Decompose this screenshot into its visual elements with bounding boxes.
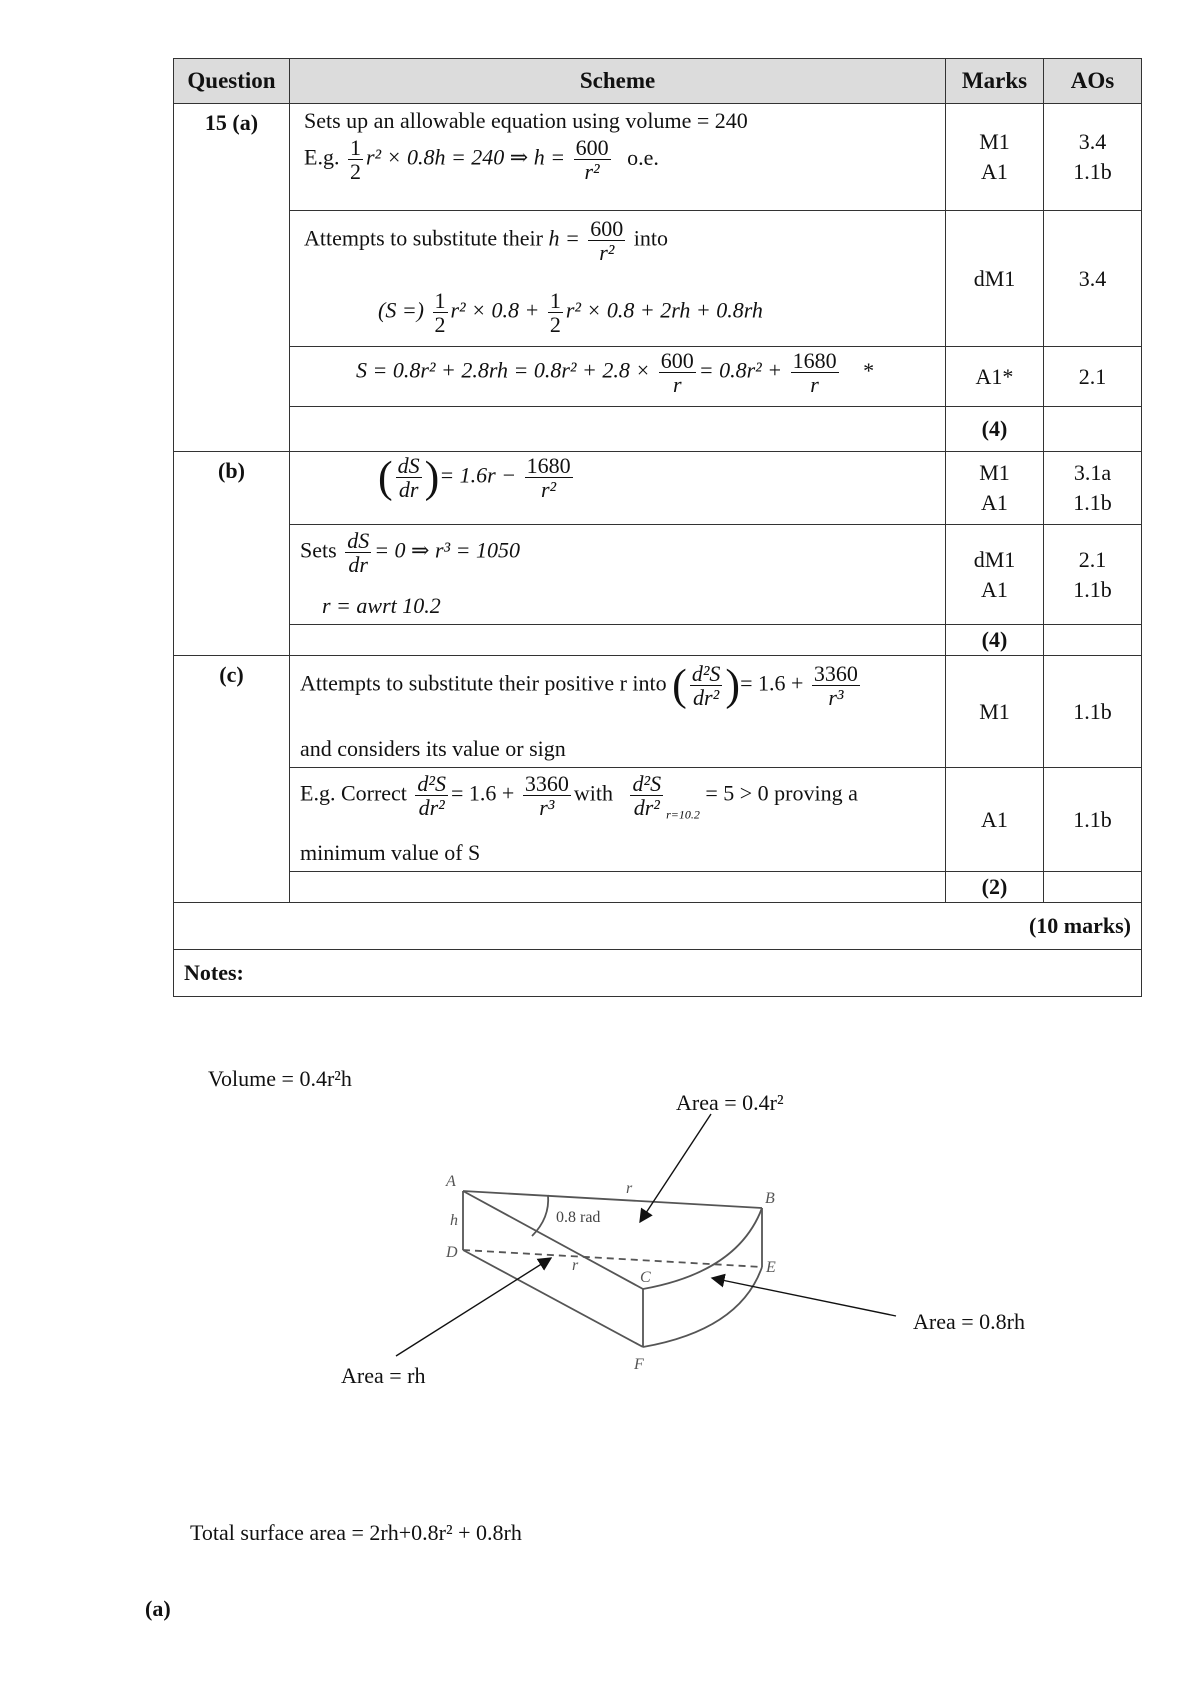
edge-df	[463, 1250, 643, 1347]
fraction: $\frac{600}{r}$	[660, 348, 694, 398]
scheme-text: and considers its value or sign	[300, 736, 566, 761]
point-e: E	[766, 1259, 776, 1276]
eg-label: E.g.	[304, 144, 340, 170]
fraction: $\frac{1680}{r}$	[792, 348, 837, 398]
scheme-equation: (S =) $\frac{1}{2}$ r² × 0.8 + $\frac{1}{2}$ r² × 0.8 + 2rh + 0.8rh	[378, 288, 763, 338]
fraction: $\frac{3360}{\text{r³}}$	[813, 661, 858, 711]
oe-label: o.e.	[627, 144, 659, 170]
fraction: $\frac{1}{2}$	[349, 135, 361, 185]
point-b: B	[765, 1190, 775, 1207]
fraction: $\frac{1}{2}$	[549, 288, 561, 338]
header-scheme: Scheme	[290, 59, 946, 104]
question-label-c: (c)	[174, 656, 290, 903]
aos-cell: 3.4	[1044, 211, 1142, 347]
header-aos: AOs	[1044, 59, 1142, 104]
total-surface-area: Total surface area = 2rh+0.8r² + 0.8rh	[190, 1520, 522, 1545]
fraction: $\frac{\text{d²S}}{\text{dr²}}$	[691, 661, 721, 711]
point-c: C	[640, 1269, 651, 1286]
marks-cell: M1 A1	[946, 452, 1044, 525]
scheme-equation: ( $\frac{dS}{dr}$ )= 1.6r − $\frac{1680}{\text{r²}}$	[378, 452, 571, 503]
question-label-b: (b)	[174, 452, 290, 656]
fraction: $\frac{1680}{\text{r²}}$	[526, 453, 571, 503]
area-curved-label: Area = 0.8rh	[913, 1309, 1025, 1334]
area-rect-label: Area = rh	[341, 1363, 426, 1388]
fraction: $\frac{3360}{\text{r³}}$	[524, 771, 569, 821]
header-marks: Marks	[946, 59, 1044, 104]
subtotal-b: (4)	[946, 625, 1044, 656]
label-r-top: r	[626, 1180, 633, 1197]
fraction: $\frac{600}{\text{r²}}$	[590, 216, 624, 266]
fraction: $\frac{dS}{dr}$	[397, 453, 420, 503]
point-f: F	[634, 1356, 644, 1373]
arrow-area-top	[640, 1114, 711, 1222]
marks-cell: dM1	[946, 211, 1044, 347]
subtotal-c: (2)	[946, 872, 1044, 903]
point-d: D	[446, 1244, 458, 1261]
scheme-equation: Attempts to substitute their positive r into ( $\frac{\text{d²S}}{\text{dr²}}$ )= 1.6 + $\frac{3360}{\text{r³}}$	[300, 660, 858, 711]
aos-cell: 2.1	[1044, 347, 1142, 407]
subtotal-a: (4)	[946, 407, 1044, 452]
aos-cell: 3.4 1.1b	[1044, 104, 1142, 211]
aos-cell: 1.1b	[1044, 768, 1142, 872]
part-label-a: (a)	[145, 1596, 171, 1621]
total-marks: (10 marks)	[174, 903, 1142, 950]
fraction: $\frac{\text{d²S}}{\text{dr²}}$	[417, 771, 447, 821]
aos-cell: 3.1a 1.1b	[1044, 452, 1142, 525]
edge-de-hidden	[463, 1250, 762, 1267]
header-question: Question	[174, 59, 290, 104]
marks-cell: A1	[946, 768, 1044, 872]
marks-cell: M1	[946, 656, 1044, 768]
scheme-text: minimum value of S	[300, 840, 481, 865]
marks-cell: M1 A1	[946, 104, 1044, 211]
scheme-equation: Sets $\frac{dS}{dr}$ = 0 ⇒ r³ = 1050	[300, 528, 520, 578]
edge-ac	[463, 1191, 643, 1289]
marks-cell: dM1 A1	[946, 525, 1044, 625]
arrow-area-curved	[712, 1278, 896, 1316]
aos-cell: 1.1b	[1044, 656, 1142, 768]
notes-label: Notes:	[174, 950, 1142, 997]
fraction: $\frac{\text{d²S}}{\text{dr²}}$	[632, 771, 662, 821]
angle-label: 0.8 rad	[556, 1209, 601, 1226]
marks-cell: A1*	[946, 347, 1044, 407]
question-label-a: 15 (a)	[174, 104, 290, 452]
scheme-text: Attempts to substitute their h = $\frac{600}{\text{r²}}$ into	[304, 216, 669, 266]
label-h: h	[450, 1212, 458, 1229]
fraction: $\frac{600}{\text{r²}}$	[575, 135, 609, 185]
arc-bc	[643, 1208, 762, 1289]
scheme-equation: E.g. Correct $\frac{\text{d²S}}{\text{dr²}}$ = 1.6 + $\frac{3360}{\text{r³}}$ with $\frac{\text{d²S}}{\text{dr²}}$ $_{r=10.2}$ = 5 > 0 proving a	[300, 771, 858, 822]
fraction: $\frac{dS}{dr}$	[347, 528, 370, 578]
fraction: $\frac{1}{2}$	[434, 288, 446, 338]
aos-cell: 2.1 1.1b	[1044, 525, 1142, 625]
arrow-area-rect	[396, 1258, 551, 1356]
point-a: A	[446, 1173, 456, 1190]
equation-part: r² × 0.8h = 240 ⇒ h =	[365, 144, 566, 170]
volume-label: Volume = 0.4r²h	[208, 1066, 352, 1091]
area-top-label: Area = 0.4r²	[676, 1090, 784, 1115]
scheme-equation: S = 0.8r² + 2.8rh = 0.8r² + 2.8 × $\frac{600}{r}$ = 0.8r² + $\frac{1680}{r}$ *	[356, 348, 875, 398]
scheme-text: Sets up an allowable equation using volume = 240	[304, 108, 748, 133]
scheme-result: r = awrt 10.2	[322, 593, 441, 618]
arc-ef	[643, 1267, 762, 1347]
edge-ab	[463, 1191, 762, 1208]
label-r-mid: r	[572, 1257, 579, 1274]
